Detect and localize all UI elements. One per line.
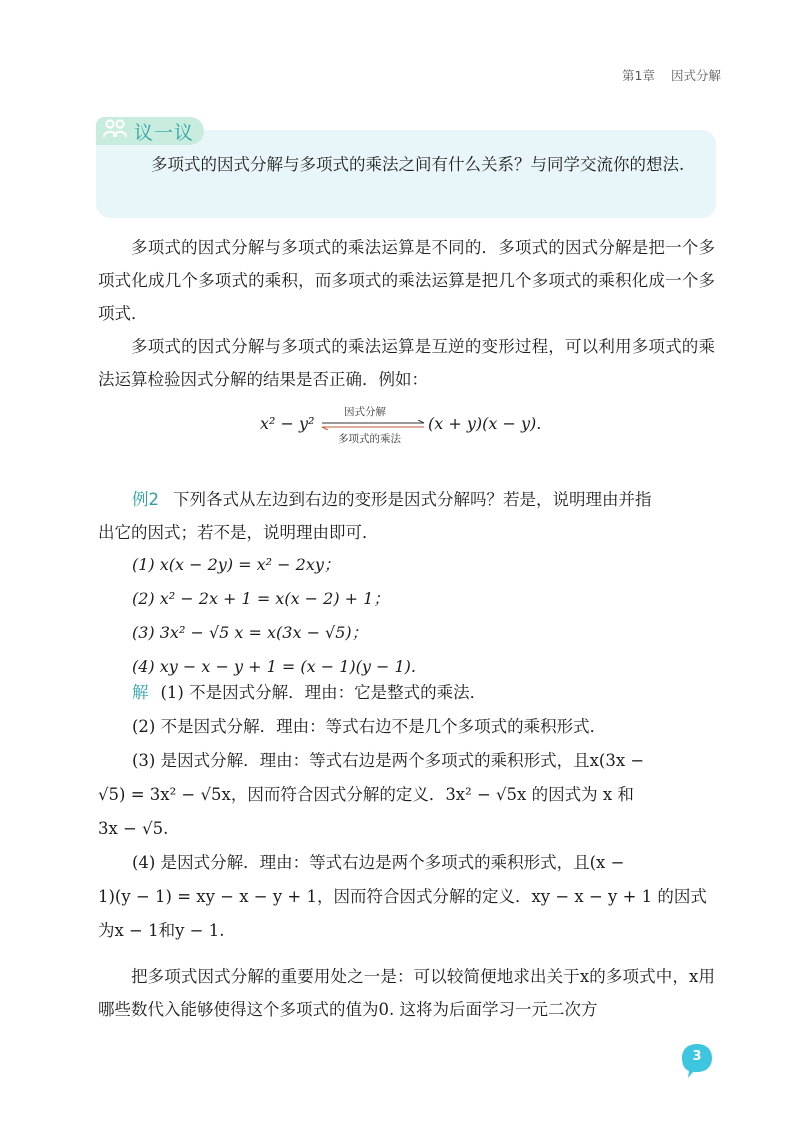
solution-line: (2) 不是因式分解．理由：等式右边不是几个多项式的乘积形式． bbox=[132, 717, 607, 736]
example-item: (4) xy − x − y + 1 = (x − 1)(y − 1). bbox=[132, 657, 416, 676]
formula-left: x² − y² bbox=[260, 414, 315, 433]
arrow-label-factor: 因式分解 bbox=[344, 406, 386, 418]
example-text-line2: 出它的因式；若不是，说明理由即可． bbox=[98, 523, 379, 542]
example-label: 例2 bbox=[132, 490, 159, 509]
solution-line: 1)(y − 1) = xy − x − y + 1，因而符合因式分解的定义．xy − x − y + 1 的因式 bbox=[98, 887, 707, 906]
example-item: (2) x² − 2x + 1 = x(x − 2) + 1； bbox=[132, 589, 390, 608]
paragraph-inverse: 多项式的因式分解与多项式的乘法运算是互逆的变形过程，可以利用多项式的乘法运算检验因式分解的结果是否正确．例如： bbox=[98, 337, 715, 389]
solution-block bbox=[98, 676, 715, 948]
solution-text: (1) 不是因式分解．理由：它是整式的乘法． bbox=[160, 683, 487, 702]
discuss-question: 多项式的因式分解与多项式的乘法之间有什么关系？与同学交流你的想法. bbox=[151, 155, 685, 174]
example-items bbox=[132, 548, 416, 684]
page-number-badge bbox=[680, 1042, 714, 1076]
solution-line: (3) 是因式分解．理由：等式右边是两个多项式的乘积形式，且x(3x − bbox=[132, 751, 645, 770]
chapter-title: 因式分解 bbox=[670, 68, 721, 83]
example-text-line1: 下列各式从左边到右边的变形是因式分解吗？若是，说明理由并指 bbox=[173, 490, 652, 509]
example-heading bbox=[132, 483, 715, 516]
solution-line bbox=[98, 676, 715, 710]
example-item: (3) 3x² − √5 x = x(3x − √5)； bbox=[132, 623, 368, 642]
solution-line: (4) 是因式分解．理由：等式右边是两个多项式的乘积形式，且(x − bbox=[132, 853, 625, 872]
solution-line: 3x − √5. bbox=[98, 819, 169, 838]
discuss-tag bbox=[96, 117, 204, 145]
solution-line: √5) = 3x² − √5x，因而符合因式分解的定义．3x² − √5x 的因式为 x 和 bbox=[98, 785, 634, 804]
people-icon bbox=[96, 118, 128, 144]
solution-label: 解 bbox=[132, 683, 149, 702]
page-number: 3 bbox=[692, 1049, 702, 1064]
paragraph-difference: 多项式的因式分解与多项式的乘法运算是不同的．多项式的因式分解是把一个多项式化成几个多项式的乘积，而多项式的乘法运算是把几个多项式的乘积化成一个多项式． bbox=[98, 238, 715, 323]
solution-line: 为x − 1和y − 1. bbox=[98, 921, 225, 940]
chapter-number: 第1章 bbox=[622, 68, 655, 83]
formula-block bbox=[260, 407, 580, 443]
example-item: (1) x(x − 2y) = x² − 2xy； bbox=[132, 555, 340, 574]
page-header bbox=[622, 66, 721, 84]
double-arrow-icon bbox=[320, 420, 426, 430]
formula-right: (x + y)(x − y). bbox=[428, 414, 542, 433]
discuss-title: 议一议 bbox=[134, 121, 195, 144]
arrow-label-multiply: 多项式的乘法 bbox=[338, 433, 401, 445]
paragraph-application: 把多项式因式分解的重要用处之一是：可以较简便地求出关于x的多项式中，x用哪些数代入能够使得这个多项式的值为0. 这将为后面学习一元二次方 bbox=[98, 967, 715, 1019]
